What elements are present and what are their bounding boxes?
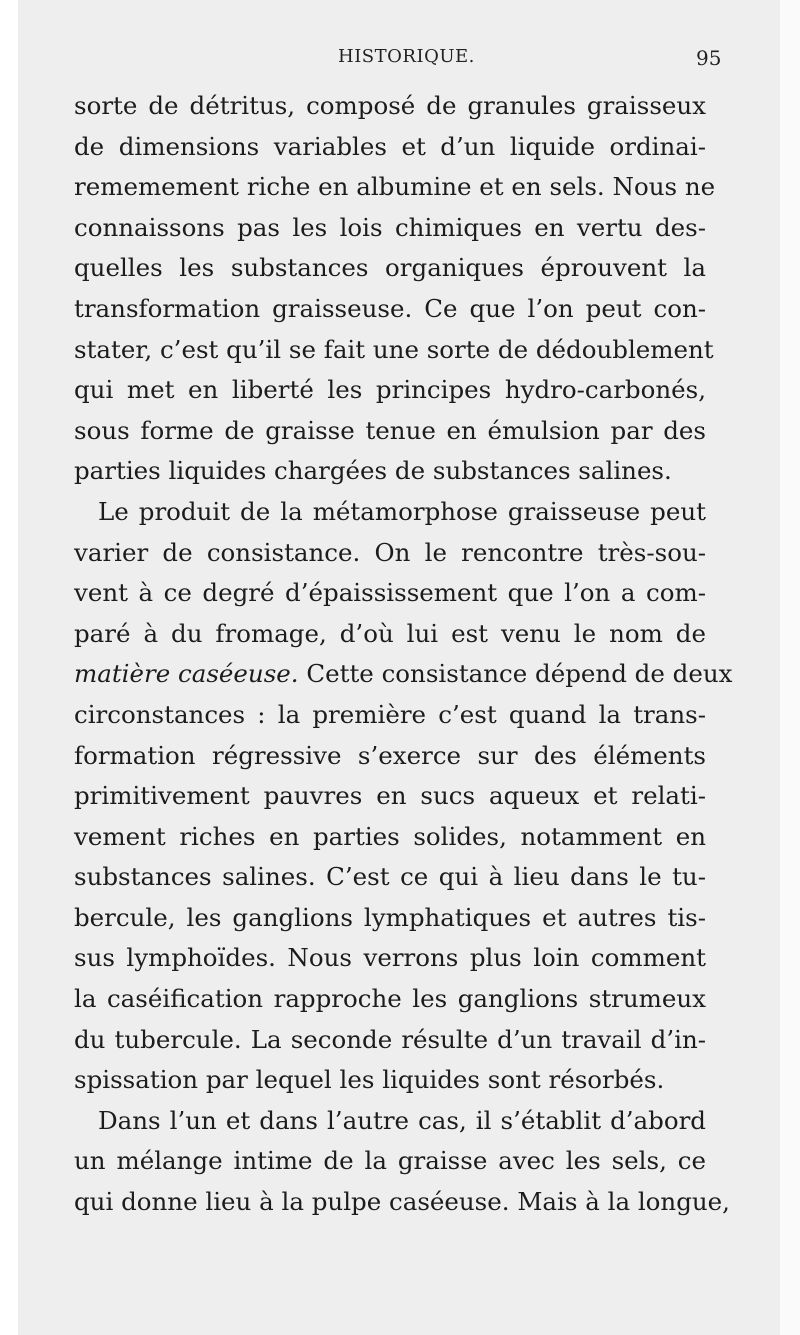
text-line-20: substances salines. C’est ce qui à lieu dans le tu-: [74, 862, 706, 892]
text-line-10: parties liquides chargées de substances salines.: [74, 456, 672, 486]
text-line-2: de dimensions variables et d’un liquide ordinai-: [74, 131, 706, 161]
page-header: [18, 44, 780, 76]
text-line-26: Dans l’un et dans l’autre cas, il s’établit d’abord: [98, 1105, 706, 1135]
text-line-12: varier de consistance. On le rencontre très-sou-: [74, 537, 706, 567]
text-line-1: sorte de détritus, composé de granules graisseux: [74, 91, 706, 120]
text-line-4: connaissons pas les lois chimiques en vertu des-: [74, 212, 706, 242]
text-line-22: sus lymphoïdes. Nous verrons plus loin comment: [74, 943, 706, 973]
text-line-24: du tubercule. La seconde résulte d’un travail d’in-: [74, 1024, 706, 1054]
text-line-13: vent à ce degré d’épaississement que l’on a com-: [74, 578, 706, 608]
text-line-15: [74, 654, 733, 695]
text-line-11: Le produit de la métamorphose graisseuse peut: [98, 496, 706, 526]
text-line-21: bercule, les ganglions lymphatiques et autres tis-: [74, 902, 706, 932]
text-line-5: quelles les substances organiques éprouvent la: [74, 253, 706, 283]
text-line-19: vement riches en parties solides, notamment en: [74, 821, 706, 851]
text-line-23: la caséification rapproche les ganglions strumeux: [74, 984, 706, 1014]
text-line-9: sous forme de graisse tenue en émulsion par des: [74, 415, 706, 445]
running-head: HISTORIQUE.: [338, 46, 475, 67]
text-line-18: primitivement pauvres en sucs aqueux et relati-: [74, 781, 706, 811]
text-line-25: spissation par lequel les liquides sont résorbés.: [74, 1065, 665, 1095]
text-line-17: formation régressive s’exerce sur des éléments: [74, 740, 706, 770]
scan-margin: [780, 0, 800, 1335]
text-line-27: un mélange intime de la graisse avec les sels, ce: [74, 1146, 706, 1176]
italic-term: matière caséeuse.: [74, 659, 299, 689]
text-line-14: paré à du fromage, d’où lui est venu le nom de: [74, 618, 706, 648]
text-line-7: stater, c’est qu’il se fait une sorte de dédoublement: [74, 334, 714, 364]
body-text: [74, 86, 733, 1223]
text-line-6: transformation graisseuse. Ce que l’on peut con-: [74, 293, 706, 323]
book-page: [18, 0, 780, 1335]
page-number: 95: [696, 46, 722, 70]
text-line-28: qui donne lieu à la pulpe caséeuse. Mais à la longue,: [74, 1187, 730, 1217]
text-line-3: rememement riche en albumine et en sels. Nous ne: [74, 172, 716, 202]
text-line-15-rest: Cette consistance dépend de deux: [306, 659, 733, 689]
text-line-16: circonstances : la première c’est quand la trans-: [74, 699, 706, 729]
text-line-8: qui met en liberté les principes hydro-carbonés,: [74, 375, 706, 405]
